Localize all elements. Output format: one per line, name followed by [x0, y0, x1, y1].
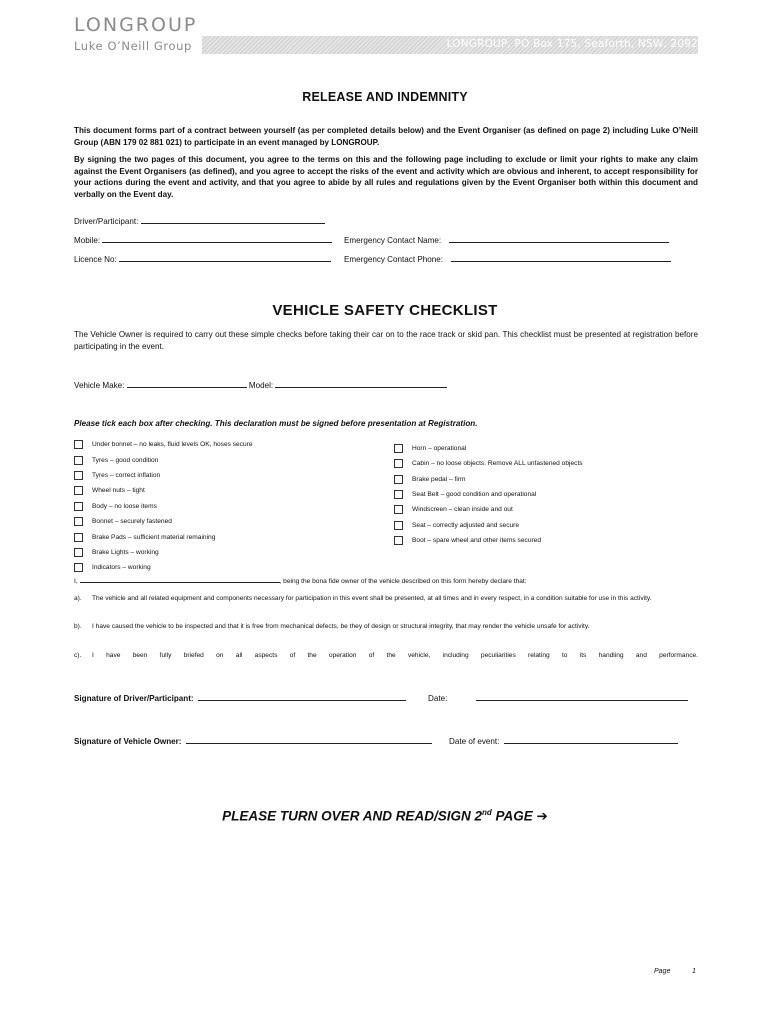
checkbox[interactable]: [74, 471, 83, 480]
checkbox[interactable]: [394, 536, 403, 545]
driver-date-line[interactable]: [476, 692, 688, 701]
driver-label: Driver/Participant:: [74, 217, 139, 226]
checklist-item[interactable]: Brake pedal – firm: [394, 472, 583, 487]
driver-date-label: Date:: [428, 694, 448, 703]
checkbox[interactable]: [74, 486, 83, 495]
emergency-phone-field[interactable]: [344, 253, 671, 265]
checkbox[interactable]: [74, 533, 83, 542]
checklist-item[interactable]: Tyres – correct inflation: [74, 468, 253, 483]
page-number: 1: [692, 968, 696, 975]
owner-name-line[interactable]: [80, 576, 280, 583]
driver-line[interactable]: [141, 215, 325, 224]
checkbox[interactable]: [394, 521, 403, 530]
owner-signature-line[interactable]: [186, 735, 432, 744]
checkbox[interactable]: [394, 475, 403, 484]
checklist-item[interactable]: Windscreen – clean inside and out: [394, 502, 583, 517]
checklist-item[interactable]: Wheel nuts – tight: [74, 483, 253, 498]
driver-signature-label: Signature of Driver/Participant:: [74, 694, 194, 703]
checkbox[interactable]: [74, 502, 83, 511]
checklist-left-column: [74, 437, 253, 576]
turn-over-notice: PLEASE TURN OVER AND READ/SIGN 2nd PAGE ➔: [222, 808, 548, 824]
checkbox[interactable]: [74, 563, 83, 572]
event-date-line[interactable]: [504, 735, 678, 744]
declaration-item: c). I have been fully briefed on all aspects of the operation of the vehicle, including peculiarities relating to its handling and performance.: [74, 652, 698, 659]
emergency-phone-label: Emergency Contact Phone:: [344, 255, 443, 264]
checkbox[interactable]: [74, 517, 83, 526]
checkbox[interactable]: [74, 456, 83, 465]
emergency-name-field[interactable]: [344, 234, 669, 246]
checklist-item[interactable]: Brake Pads – sufficient material remaining: [74, 529, 253, 544]
event-date-field[interactable]: [449, 731, 678, 749]
checklist-item[interactable]: Boot – spare wheel and other items secured: [394, 533, 583, 548]
checklist-item[interactable]: Brake Lights – working: [74, 545, 253, 560]
vehicle-field[interactable]: [74, 379, 447, 391]
declaration-text: , being the bona fide owner of the vehicle described on this form hereby declare that:: [279, 578, 527, 585]
licence-line[interactable]: [119, 253, 331, 262]
release-title: RELEASE AND INDEMNITY: [302, 90, 468, 104]
emergency-name-label: Emergency Contact Name:: [344, 236, 442, 245]
declaration-prefix: I,: [74, 578, 78, 585]
header-address: LONGROUP, PO Box 175, Seaforth, NSW, 2092: [446, 38, 698, 50]
mobile-field[interactable]: [74, 234, 332, 246]
checklist-item[interactable]: Under bonnet – no leaks, fluid levels OK, hoses secure: [74, 437, 253, 452]
checklist-item[interactable]: Body – no loose items: [74, 499, 253, 514]
checklist-item[interactable]: Indicators – working: [74, 560, 253, 575]
checklist-item[interactable]: Seat Belt – good condition and operational: [394, 487, 583, 502]
release-paragraph-1: This document forms part of a contract between yourself (as per completed details below) and the Event Organiser (as defined on page 2) including Luke O’Neill Group (ABN 179 02 881 021) to participate in an event managed by LONGROUP.: [74, 126, 698, 147]
owner-signature-label: Signature of Vehicle Owner:: [74, 737, 182, 746]
vehicle-model-line[interactable]: [275, 379, 447, 388]
emergency-phone-line[interactable]: [451, 253, 671, 262]
owner-declaration[interactable]: [74, 576, 527, 586]
declaration-item: a). The vehicle and all related equipment and components necessary for participation in this event shall be presented, at all times and in every respect, in a condition suitable for use in this activity.: [74, 595, 652, 602]
checklist-item[interactable]: Seat – correctly adjusted and secure: [394, 517, 583, 532]
checklist-item[interactable]: Tyres – good condition: [74, 452, 253, 467]
checklist-item[interactable]: Horn – operational: [394, 441, 583, 456]
mobile-label: Mobile:: [74, 236, 101, 245]
checklist-item[interactable]: Bonnet – securely fastened: [74, 514, 253, 529]
page-label: Page: [654, 968, 671, 975]
licence-field[interactable]: [74, 253, 331, 265]
checklist-right-column: [394, 441, 583, 548]
vehicle-make-label: Vehicle Make:: [74, 381, 125, 390]
checkbox[interactable]: [74, 548, 83, 557]
vehicle-make-line[interactable]: [127, 379, 247, 388]
checkbox[interactable]: [394, 505, 403, 514]
checkbox[interactable]: [74, 440, 83, 449]
declaration-item: b). I have caused the vehicle to be inspected and that it is free from mechanical defects, be they of design or structural integrity, that may render the vehicle unsafe for activity.: [74, 623, 590, 630]
driver-signature-field[interactable]: [74, 688, 406, 706]
release-paragraph-2: By signing the two pages of this document, you agree to the terms on this and the following page including to exclude or limit your rights to make any claim against the Event Organisers (as defined), and you agree to accept the risks of the event and activity which are obvious and inherent, to accept responsibility for your actions during the event and activity, and that you agree to abide by all rules and regulations given by the Event Organiser both within this document and verbally on the Event day.: [74, 155, 698, 199]
owner-signature-field[interactable]: [74, 731, 432, 749]
driver-date-field[interactable]: [428, 688, 688, 706]
vehicle-model-label: Model:: [248, 381, 274, 390]
checklist-intro: The Vehicle Owner is required to carry out these simple checks before taking their car on to the race track or skid pan. This checklist must be presented at registration before participating in the event.: [74, 330, 698, 351]
checkbox[interactable]: [394, 490, 403, 499]
driver-signature-line[interactable]: [198, 692, 406, 701]
emergency-name-line[interactable]: [449, 234, 669, 243]
company-logo-subtitle: Luke O’Neill Group: [74, 39, 192, 53]
mobile-line[interactable]: [102, 234, 332, 243]
checklist-title: VEHICLE SAFETY CHECKLIST: [272, 302, 498, 319]
licence-label: Licence No:: [74, 255, 117, 264]
checklist-item[interactable]: Cabin – no loose objects. Remove ALL unfastened objects: [394, 456, 583, 471]
checkbox[interactable]: [394, 444, 403, 453]
event-date-label: Date of event:: [449, 737, 500, 746]
driver-field[interactable]: [74, 215, 325, 227]
checkbox[interactable]: [394, 459, 403, 468]
company-logo: LONGROUP: [74, 14, 198, 36]
checklist-instruction: Please tick each box after checking. This declaration must be signed before presentation at Registration.: [74, 419, 478, 428]
